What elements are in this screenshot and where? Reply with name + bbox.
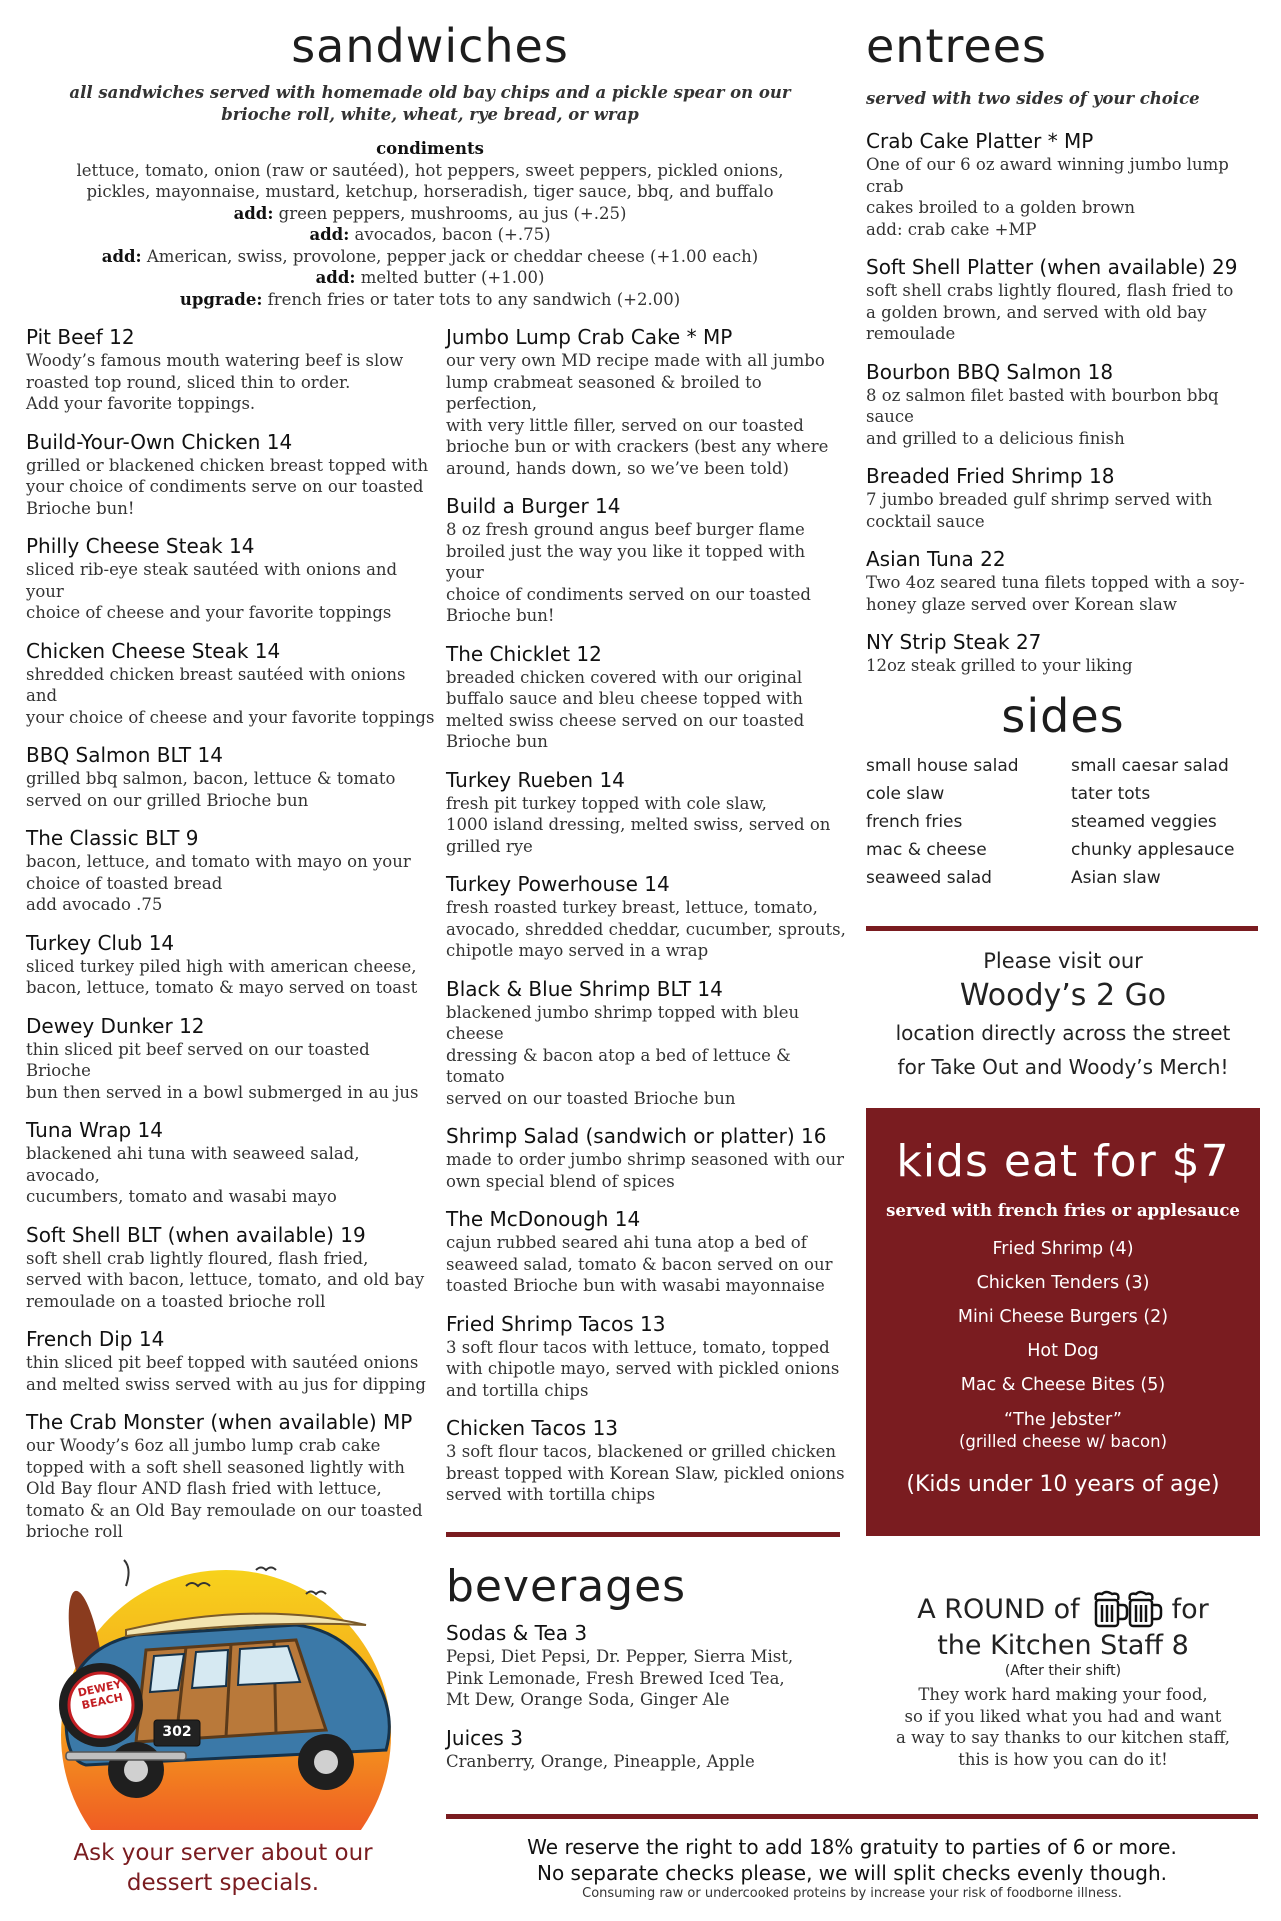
sandwiches-section xyxy=(20,18,840,310)
round-subnote: (After their shift) xyxy=(1004,1663,1122,1679)
item-description: soft shell crab lightly floured, flash fried, served with bacon, lettuce, tomato, and old bay remoulade on a toasted brioche roll xyxy=(26,1248,425,1311)
sandwiches-note-line1: all sandwiches served with homemade old bay chips and a pickle spear on our xyxy=(69,83,791,102)
item-description: 7 jumbo breaded gulf shrimp served with cocktail sauce xyxy=(866,490,1213,531)
item-name: Turkey Rueben 14 xyxy=(446,767,625,792)
item-name: BBQ Salmon BLT 14 xyxy=(26,743,223,767)
divider-beverages xyxy=(446,1532,840,1537)
item-description: 8 oz fresh ground angus beef burger flame broiled just the way you like it topped with your choice of condiments served on our toasted Brioche bun! xyxy=(446,520,811,625)
item-name: Dewey Dunker 12 xyxy=(26,1013,205,1038)
sandwiches-note-line2: brioche roll, white, wheat, rye bread, or wrap xyxy=(221,105,639,124)
menu-item xyxy=(26,930,436,999)
menu-item xyxy=(446,1725,846,1773)
item-name: Sodas & Tea 3 xyxy=(446,1621,588,1645)
item-name: Tuna Wrap 14 xyxy=(26,1118,164,1142)
menu-item xyxy=(866,254,1266,345)
item-description: 3 soft flour tacos, blackened or grilled chicken breast topped with Korean Slaw, pickled onions served with tortilla chips xyxy=(446,1442,845,1504)
beverages-title: beverages xyxy=(446,1561,687,1612)
add-label: add: xyxy=(309,225,350,244)
menu-item xyxy=(26,825,436,916)
item-name: Asian Tuna 22 xyxy=(866,547,1006,571)
menu-item xyxy=(26,1222,436,1313)
item-name: Crab Cake Platter * MP xyxy=(866,129,1094,153)
item-description: Cranberry, Orange, Pineapple, Apple xyxy=(446,1751,755,1771)
kids-title: kids eat for $7 xyxy=(896,1136,1230,1187)
side-item: steamed veggies xyxy=(1071,812,1217,832)
item-description: One of our 6 oz award winning jumbo lump crab cakes broiled to a golden brown add: crab cake +MP xyxy=(866,155,1229,239)
item-description: breaded chicken covered with our original buffalo sauce and bleu cheese topped with melted swiss cheese served on our toasted Brioche bun xyxy=(446,667,805,751)
entrees-note: served with two sides of your choice xyxy=(866,89,1200,108)
item-description: 8 oz salmon filet basted with bourbon bbq sauce and grilled to a delicious finish xyxy=(866,385,1219,448)
footer-gratuity: We reserve the right to add 18% gratuity to parties of 6 or more. xyxy=(527,1835,1177,1859)
sides-left-column xyxy=(866,752,1071,892)
menu-item xyxy=(26,1326,436,1395)
side-item: tater tots xyxy=(1071,784,1151,804)
item-description: blackened ahi tuna with seaweed salad, avocado, cucumbers, tomato and wasabi mayo xyxy=(26,1144,360,1206)
item-description: bacon, lettuce, and tomato with mayo on your choice of toasted bread add avocado .75 xyxy=(26,852,411,914)
add-line-1 xyxy=(20,203,840,225)
side-item: small house salad xyxy=(866,756,1019,776)
visit-line-2: Woody’s 2 Go xyxy=(959,978,1167,1013)
item-description: thin sliced pit beef served on our toasted Brioche bun then served in a bowl submerged in au jus xyxy=(26,1039,419,1102)
visit-line-1: Please visit our xyxy=(983,949,1143,973)
logo-tire-text: DEWEY BEACH xyxy=(76,1677,125,1713)
kids-items xyxy=(866,1232,1260,1452)
sides-list xyxy=(866,752,1260,892)
menu-item xyxy=(446,324,846,479)
add-text: melted butter (+1.00) xyxy=(355,268,545,287)
item-name: Juices 3 xyxy=(446,1725,523,1750)
side-item: seaweed salad xyxy=(866,868,992,888)
add-line-2 xyxy=(20,224,840,246)
upgrade-label: upgrade: xyxy=(179,289,263,309)
menu-item xyxy=(446,871,846,962)
add-text: American, swiss, provolone, pepper jack or cheddar cheese (+1.00 each) xyxy=(141,246,759,266)
condiments-block xyxy=(20,138,840,310)
round-description: They work hard making your food, so if you liked what you had and want a way to say thanks to our kitchen staff, this is how you can do it! xyxy=(896,1685,1230,1769)
dessert-specials-note xyxy=(26,1838,420,1898)
item-description: 3 soft flour tacos with lettuce, tomato, topped with chipotle mayo, served with pickled onions and tortilla chips xyxy=(446,1337,840,1400)
item-description: Pepsi, Diet Pepsi, Dr. Pepper, Sierra Mist, Pink Lemonade, Fresh Brewed Iced Tea, Mt Dew, Orange Soda, Ginger Ale xyxy=(446,1647,794,1709)
beverages-section xyxy=(446,1560,846,1786)
menu-item xyxy=(26,1013,436,1104)
kids-item: Hot Dog xyxy=(1027,1341,1099,1361)
condiments-line2: pickles, mayonnaise, mustard, ketchup, horseradish, tiger sauce, bbq, and buffalo xyxy=(86,182,774,201)
kids-age-note: (Kids under 10 years of age) xyxy=(906,1472,1220,1497)
item-name: Soft Shell BLT (when available) 19 xyxy=(26,1222,366,1247)
divider-footer xyxy=(446,1814,1258,1819)
condiments-heading: condiments xyxy=(376,139,484,158)
item-name: Philly Cheese Steak 14 xyxy=(26,534,255,558)
round-line-2: the Kitchen Staff 8 xyxy=(937,1630,1189,1661)
condiments-line1: lettuce, tomato, onion (raw or sautéed), hot peppers, sweet peppers, pickled onions, xyxy=(76,160,784,180)
item-name: Chicken Cheese Steak 14 xyxy=(26,638,281,663)
kids-menu-box xyxy=(866,1108,1260,1536)
item-description: grilled or blackened chicken breast topped with your choice of condiments serve on our toasted Brioche bun! xyxy=(26,455,429,518)
add-line-3 xyxy=(20,246,840,268)
entrees-section xyxy=(866,18,1266,691)
side-item: small caesar salad xyxy=(1071,756,1229,776)
item-name: The McDonough 14 xyxy=(446,1207,641,1231)
add-text: avocados, bacon (+.75) xyxy=(349,225,551,244)
visit-line-4: for Take Out and Woody’s Merch! xyxy=(897,1055,1229,1079)
sides-title: sides xyxy=(1001,689,1125,743)
add-text: green peppers, mushrooms, au jus (+.25) xyxy=(273,203,627,223)
menu-item xyxy=(446,976,846,1110)
menu-item xyxy=(26,1117,436,1208)
kids-item: Chicken Tenders (3) xyxy=(976,1273,1150,1293)
menu-item xyxy=(446,641,846,753)
menu-item xyxy=(866,359,1266,450)
item-description: our Woody’s 6oz all jumbo lump crab cake topped with a soft shell seasoned lightly with Old Bay flour AND flash fried with lettuce, tomato & an Old Bay remoulade on our toasted brioche roll xyxy=(26,1436,423,1541)
kitchen-staff-round xyxy=(866,1590,1260,1770)
item-description: shredded chicken breast sautéed with onions and your choice of cheese and your favorite toppings xyxy=(26,664,435,727)
item-name: Chicken Tacos 13 xyxy=(446,1416,619,1440)
visit-line-3: location directly across the street xyxy=(895,1021,1231,1045)
menu-item xyxy=(446,1311,846,1402)
logo-license-plate: 302 xyxy=(162,1724,192,1740)
side-item: cole slaw xyxy=(866,784,945,804)
item-description: thin sliced pit beef topped with sautéed onions and melted swiss served with au jus for dipping xyxy=(26,1353,426,1394)
side-item: mac & cheese xyxy=(866,840,987,860)
sandwiches-note xyxy=(20,82,840,126)
kids-item: Mac & Cheese Bites (5) xyxy=(960,1375,1166,1395)
menu-item xyxy=(866,128,1266,240)
menu-item xyxy=(446,1123,846,1192)
menu-item xyxy=(446,1206,846,1297)
item-name: The Classic BLT 9 xyxy=(26,826,199,850)
add-label: add: xyxy=(233,203,274,223)
kids-subtitle: served with french fries or applesauce xyxy=(886,1201,1240,1220)
item-name: Bourbon BBQ Salmon 18 xyxy=(866,359,1114,384)
item-name: Shrimp Salad (sandwich or platter) 16 xyxy=(446,1124,827,1148)
item-description: cajun rubbed seared ahi tuna atop a bed of seaweed salad, tomato & bacon served on our toasted Brioche bun with wasabi mayonnaise xyxy=(446,1233,833,1295)
item-description: Woody’s famous mouth watering beef is slow roasted top round, sliced thin to order. Add your favorite toppings. xyxy=(26,351,404,413)
footer-food-warning: Consuming raw or undercooked proteins by increase your risk of foodborne illness. xyxy=(582,1886,1122,1901)
item-name: Turkey Powerhouse 14 xyxy=(446,872,670,896)
item-name: NY Strip Steak 27 xyxy=(866,630,1042,654)
upgrade-text: french fries or tater tots to any sandwich (+2.00) xyxy=(262,289,681,309)
kids-item-jebster-desc: (grilled cheese w/ bacon) xyxy=(958,1432,1168,1451)
sides-right-column xyxy=(1071,752,1260,892)
round-part-1: A ROUND of xyxy=(917,1594,1080,1625)
footer-policies xyxy=(446,1834,1258,1902)
side-item: Asian slaw xyxy=(1071,868,1161,888)
menu-item xyxy=(26,533,436,624)
footer-checks: No separate checks please, we will split checks evenly though. xyxy=(537,1861,1167,1885)
item-description: soft shell crabs lightly floured, flash fried to a golden brown, and served with old bay remoulade xyxy=(866,281,1234,343)
woodys-2-go-promo xyxy=(866,946,1260,1084)
menu-item xyxy=(26,742,436,811)
beer-mugs-icon xyxy=(1088,1590,1164,1630)
kids-item: Fried Shrimp (4) xyxy=(992,1239,1134,1259)
item-name: The Crab Monster (when available) MP xyxy=(26,1410,413,1434)
item-name: Pit Beef 12 xyxy=(26,325,135,349)
round-line-1 xyxy=(866,1590,1260,1630)
item-name: French Dip 14 xyxy=(26,1327,165,1351)
menu-item xyxy=(26,324,436,415)
menu-item xyxy=(446,1620,846,1711)
menu-item xyxy=(446,767,846,858)
side-item: chunky applesauce xyxy=(1071,840,1235,860)
add-line-4 xyxy=(20,267,840,289)
item-name: Breaded Fried Shrimp 18 xyxy=(866,464,1115,488)
item-name: Build-Your-Own Chicken 14 xyxy=(26,429,293,454)
upgrade-line xyxy=(20,289,840,311)
add-label: add: xyxy=(101,246,142,266)
item-description: fresh pit turkey topped with cole slaw, 1000 island dressing, melted swiss, served on grilled rye xyxy=(446,793,831,856)
sandwiches-column-1 xyxy=(26,324,436,1557)
menu-item xyxy=(26,638,436,729)
menu-item xyxy=(26,1409,436,1543)
item-name: The Chicklet 12 xyxy=(446,641,602,666)
sandwiches-title: sandwiches xyxy=(291,19,569,73)
item-description: sliced rib-eye steak sautéed with onions and your choice of cheese and your favorite toppings xyxy=(26,560,398,622)
menu-item xyxy=(446,493,846,627)
item-name: Turkey Club 14 xyxy=(26,930,175,955)
menu-item xyxy=(866,629,1266,677)
item-description: fresh roasted turkey breast, lettuce, tomato, avocado, shredded cheddar, cucumber, sprouts, chipotle mayo served in a wrap xyxy=(446,898,846,960)
item-description: grilled bbq salmon, bacon, lettuce & tomato served on our grilled Brioche bun xyxy=(26,769,396,810)
item-description: made to order jumbo shrimp seasoned with our own special blend of spices xyxy=(446,1150,845,1191)
dewey-beach-logo xyxy=(26,1530,420,1830)
menu-item xyxy=(26,429,436,520)
divider-sides xyxy=(866,926,1258,931)
item-description: sliced turkey piled high with american cheese, bacon, lettuce, tomato & mayo served on toast xyxy=(26,956,418,997)
kids-item: Mini Cheese Burgers (2) xyxy=(957,1307,1169,1327)
item-name: Black & Blue Shrimp BLT 14 xyxy=(446,976,723,1001)
item-description: Two 4oz seared tuna filets topped with a soy- honey glaze served over Korean slaw xyxy=(866,573,1245,614)
add-label: add: xyxy=(315,268,356,287)
dessert-line-2: dessert specials. xyxy=(126,1870,320,1896)
side-item: french fries xyxy=(866,812,963,832)
dessert-line-1: Ask your server about our xyxy=(73,1840,373,1866)
sandwiches-column-2 xyxy=(446,324,846,1520)
kids-item-jebster: “The Jebster” xyxy=(1004,1410,1122,1430)
menu-item xyxy=(866,546,1266,615)
menu-item xyxy=(446,1415,846,1506)
item-name: Fried Shrimp Tacos 13 xyxy=(446,1311,666,1336)
item-description: 12oz steak grilled to your liking xyxy=(866,656,1133,675)
item-name: Soft Shell Platter (when available) 29 xyxy=(866,255,1238,279)
item-description: blackened jumbo shrimp topped with bleu cheese dressing & bacon atop a bed of lettuce & tomato served on our toasted Brioche bun xyxy=(446,1002,800,1108)
entrees-title: entrees xyxy=(866,19,1047,73)
item-name: Jumbo Lump Crab Cake * MP xyxy=(446,325,733,349)
menu-item xyxy=(866,463,1266,532)
round-part-2: for xyxy=(1171,1594,1209,1625)
sides-section xyxy=(866,688,1260,892)
item-description: our very own MD recipe made with all jumbo lump crabmeat seasoned & broiled to perfection, with very little filler, served on our toasted brioche bun or with crackers (best any where around, hands down, so we’ve been told) xyxy=(446,351,829,478)
item-name: Build a Burger 14 xyxy=(446,494,621,518)
